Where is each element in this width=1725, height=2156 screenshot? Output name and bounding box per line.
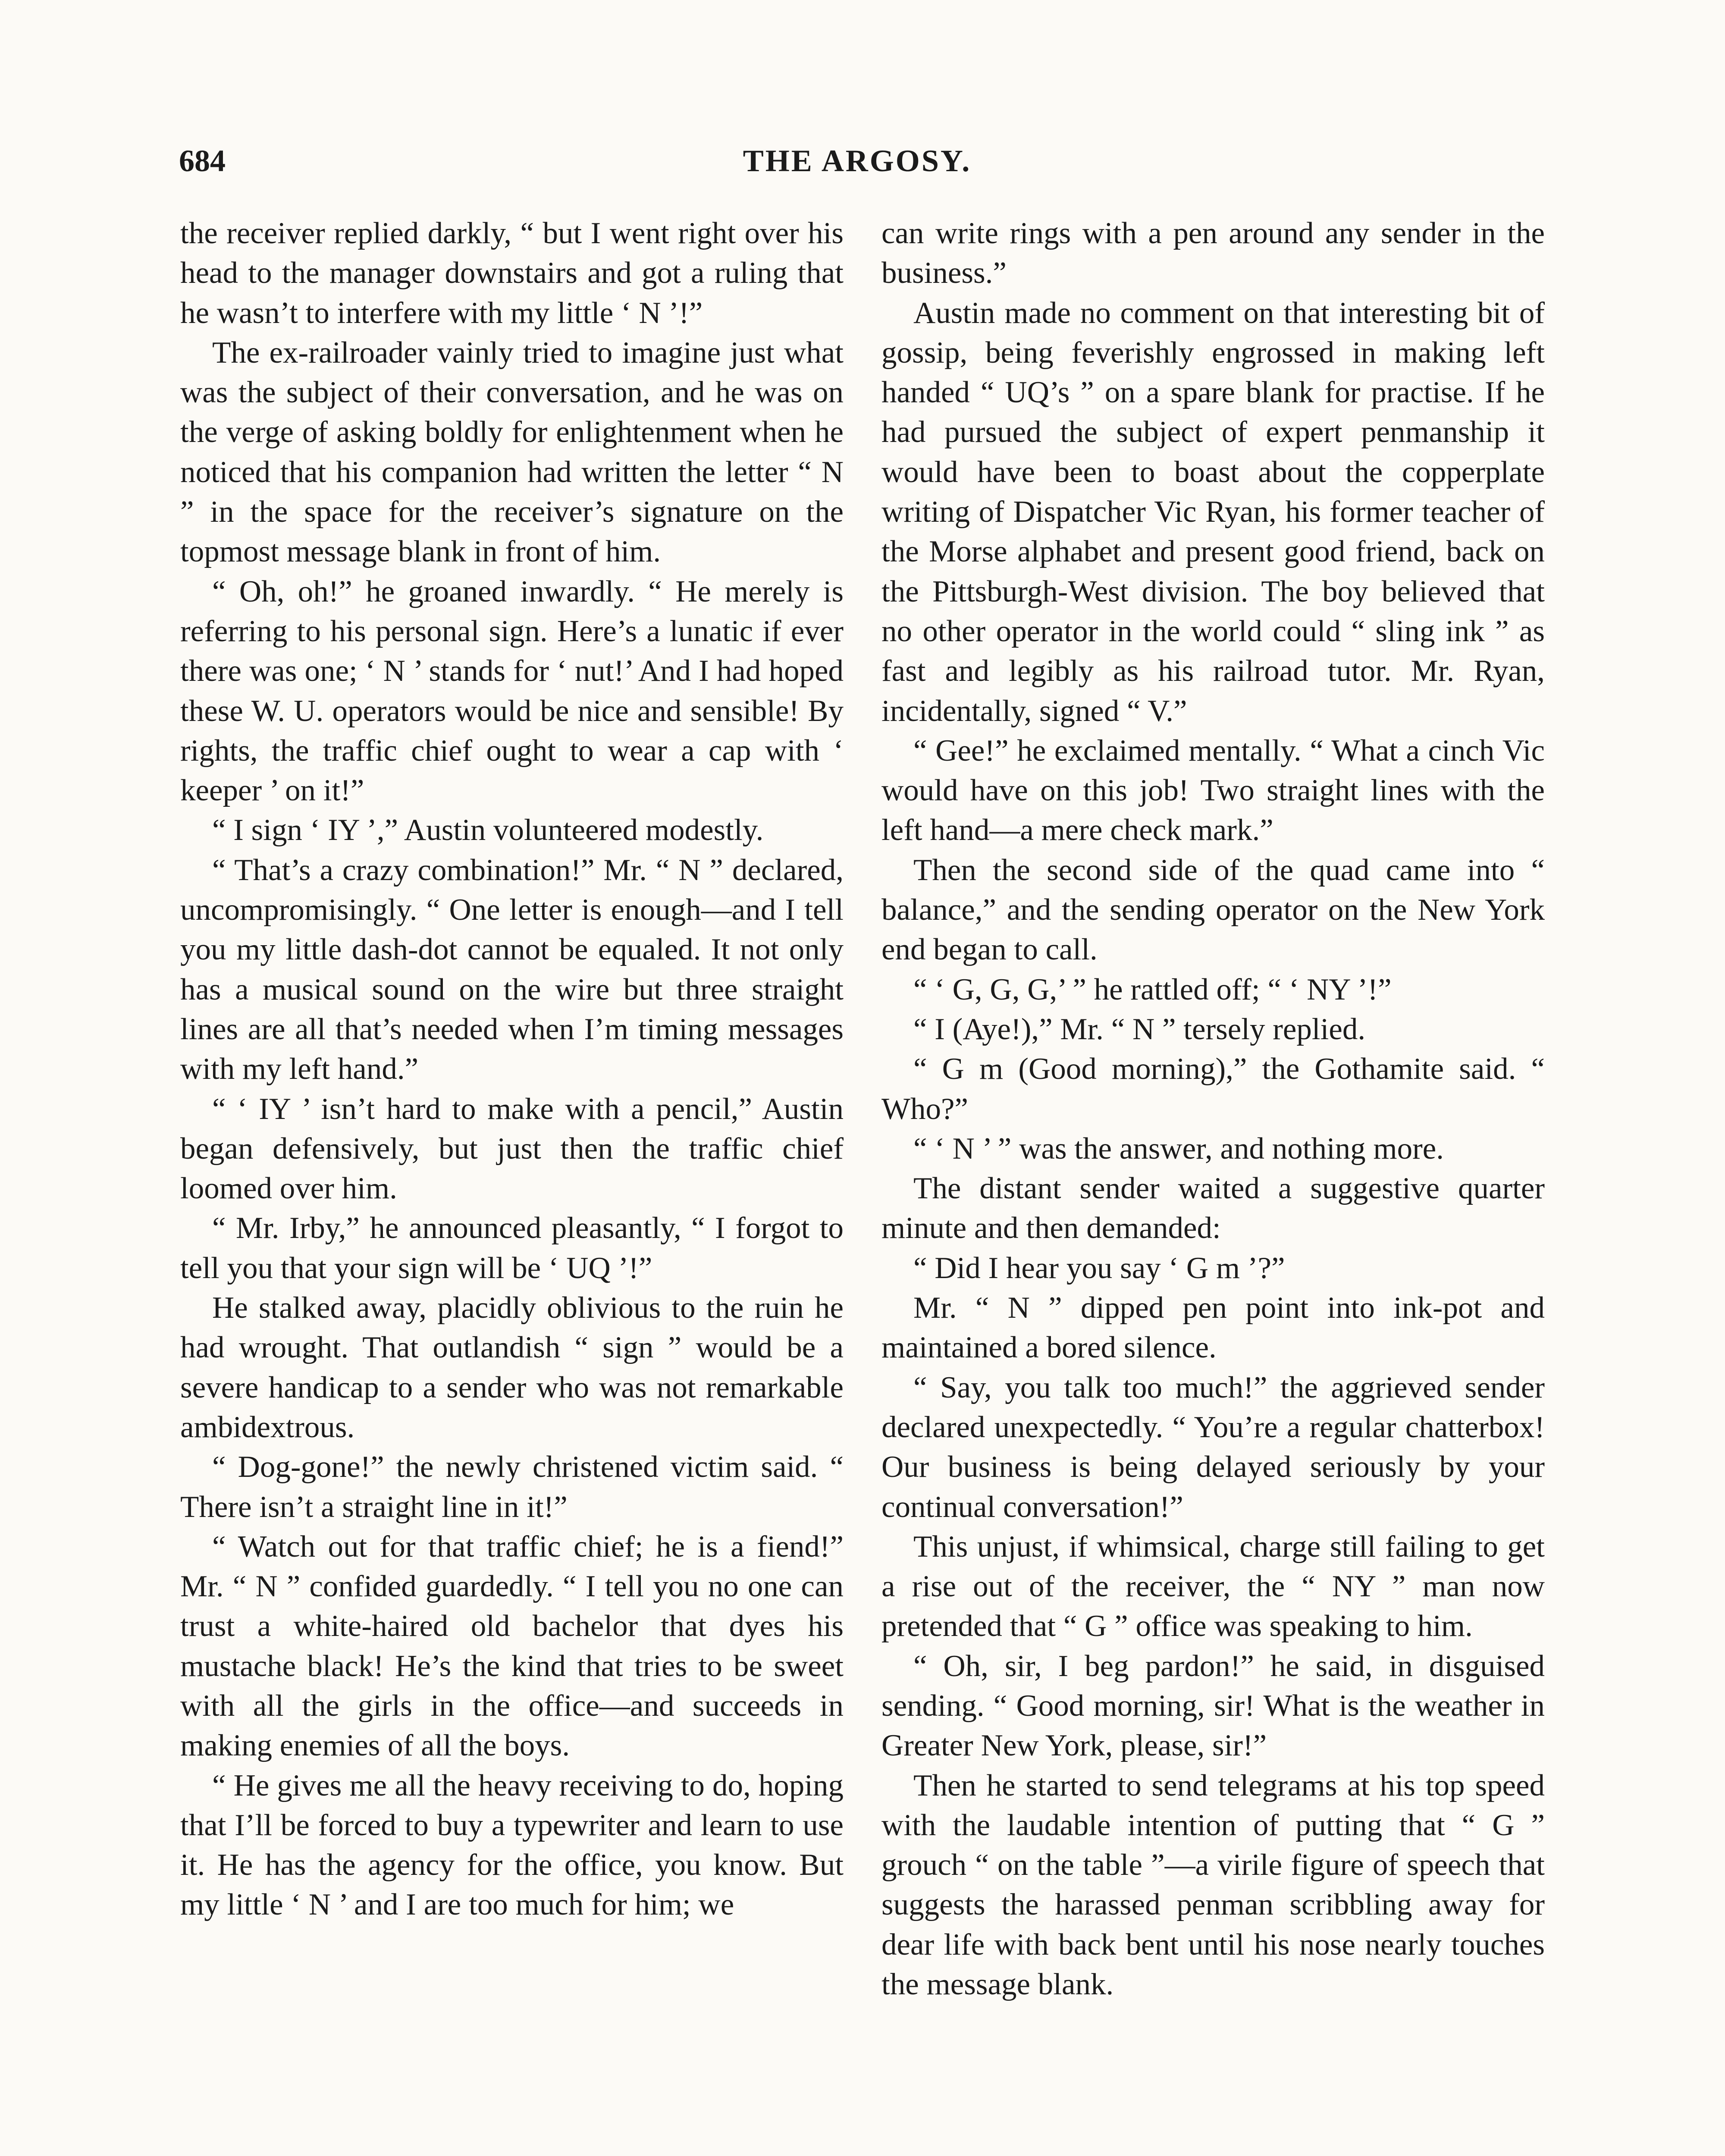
paragraph: can write rings with a pen around any sender in the business.”: [881, 216, 1545, 290]
paragraph: “ He gives me all the heavy receiving to do, hoping that I’ll be forced to buy a typewriter and learn to use it. He has the agency for the office, you know. But my little ‘ N ’ and I are too much for him; we: [180, 1768, 844, 1922]
paragraph: “ Watch out for that traffic chief; he is a fiend!” Mr. “ N ” confided guardedly. “ I tell you no one can trust a white-haired old bachelor that dyes his mustache black! He’s the kind that tries to be sweet with all the girls in the office—and succeeds in making enemies of all the boys.: [180, 1529, 844, 1763]
page-number: 684: [179, 144, 226, 178]
paragraph: “ Mr. Irby,” he announced pleasantly, “ I forgot to tell you that your sign will be ‘ UQ ’!”: [180, 1211, 844, 1285]
paragraph: “ Gee!” he exclaimed mentally. “ What a cinch Vic would have on this job! Two straight lines with the left hand—a mere check mark.”: [881, 733, 1545, 847]
paragraph: Then he started to send telegrams at his top speed with the laudable intention of putting that “ G ” grouch “ on the table ”—a virile figure of speech that suggests the harassed penman scribbling away for dear life with back bent until his nose nearly touches the message blank.: [881, 1768, 1545, 2002]
paragraph: The ex-railroader vainly tried to imagine just what was the subject of their conversation, and he was on the verge of asking boldly for enlightenment when he noticed that his companion had written the letter “ N ” in the space for the receiver’s signature on the topmost message blank in front of him.: [180, 335, 844, 569]
right-column: [881, 213, 1545, 2004]
paragraph: He stalked away, placidly oblivious to the ruin he had wrought. That outlandish “ sign ” would be a severe handicap to a sender who was not remarkable ambidextrous.: [180, 1291, 844, 1444]
running-head: THE ARGOSY.: [743, 144, 972, 178]
paragraph: Austin made no comment on that interesting bit of gossip, being feverishly engrossed in making left handed “ UQ’s ” on a spare blank for practise. If he had pursued the subject of expert penmanship it would have been to boast about the copperplate writing of Dispatcher Vic Ryan, his former teacher of the Morse alphabet and present good friend, back on the Pittsburgh-West division. The boy believed that no other operator in the world could “ sling ink ” as fast and legibly as his railroad tutor. Mr. Ryan, incidentally, signed “ V.”: [881, 296, 1545, 728]
paragraph: “ I (Aye!),” Mr. “ N ” tersely replied.: [913, 1012, 1366, 1046]
paragraph: “ Say, you talk too much!” the aggrieved sender declared unexpectedly. “ You’re a regular chatterbox! Our business is being delayed seriously by your continual conversation!”: [881, 1370, 1545, 1524]
paragraph: “ ‘ IY ’ isn’t hard to make with a pencil,” Austin began defensively, but just then the traffic chief loomed over him.: [180, 1092, 844, 1206]
paragraph: “ G m (Good morning),” the Gothamite said. “ Who?”: [881, 1052, 1545, 1126]
paragraph: “ ‘ N ’ ” was the answer, and nothing more.: [913, 1131, 1444, 1166]
paragraph: “ Did I hear you say ‘ G m ’?”: [913, 1251, 1285, 1285]
paragraph: The distant sender waited a suggestive quarter minute and then demanded:: [881, 1172, 1545, 1245]
paragraph: “ Dog-gone!” the newly christened victim said. “ There isn’t a straight line in it!”: [180, 1450, 844, 1524]
paragraph: “ That’s a crazy combination!” Mr. “ N ” declared, uncompromisingly. “ One letter is enough—and I tell you my little dash-dot cannot be equaled. It not only has a musical sound on the wire but three straight lines are all that’s needed when I’m timing messages with my left hand.”: [180, 853, 844, 1086]
paragraph: Mr. “ N ” dipped pen point into ink-pot and maintained a bored silence.: [881, 1291, 1545, 1365]
paragraph: This unjust, if whimsical, charge still failing to get a rise out of the receiver, the “ NY ” man now pretended that “ G ” office was speaking to him.: [881, 1529, 1545, 1643]
paragraph: “ Oh, oh!” he groaned inwardly. “ He merely is referring to his personal sign. Here’s a lunatic if ever there was one; ‘ N ’ stands for ‘ nut!’ And I had hoped these W. U. operators would be nice and sensible! By rights, the traffic chief ought to wear a cap with ‘ keeper ’ on it!”: [180, 574, 844, 808]
paragraph: Then the second side of the quad came into “ balance,” and the sending operator on the New York end began to call.: [881, 853, 1545, 967]
paragraph: “ ‘ G, G, G,’ ” he rattled off; “ ‘ NY ’!”: [913, 972, 1392, 1006]
paragraph: the receiver replied darkly, “ but I went right over his head to the manager downstairs and got a ruling that he wasn’t to interfere with my little ‘ N ’!”: [180, 216, 844, 330]
paragraph: “ I sign ‘ IY ’,” Austin volunteered modestly.: [212, 813, 764, 847]
left-column: [180, 213, 844, 1925]
page-header: [179, 137, 1535, 185]
paragraph: “ Oh, sir, I beg pardon!” he said, in disguised sending. “ Good morning, sir! What is the weather in Greater New York, please, sir!”: [881, 1649, 1545, 1763]
